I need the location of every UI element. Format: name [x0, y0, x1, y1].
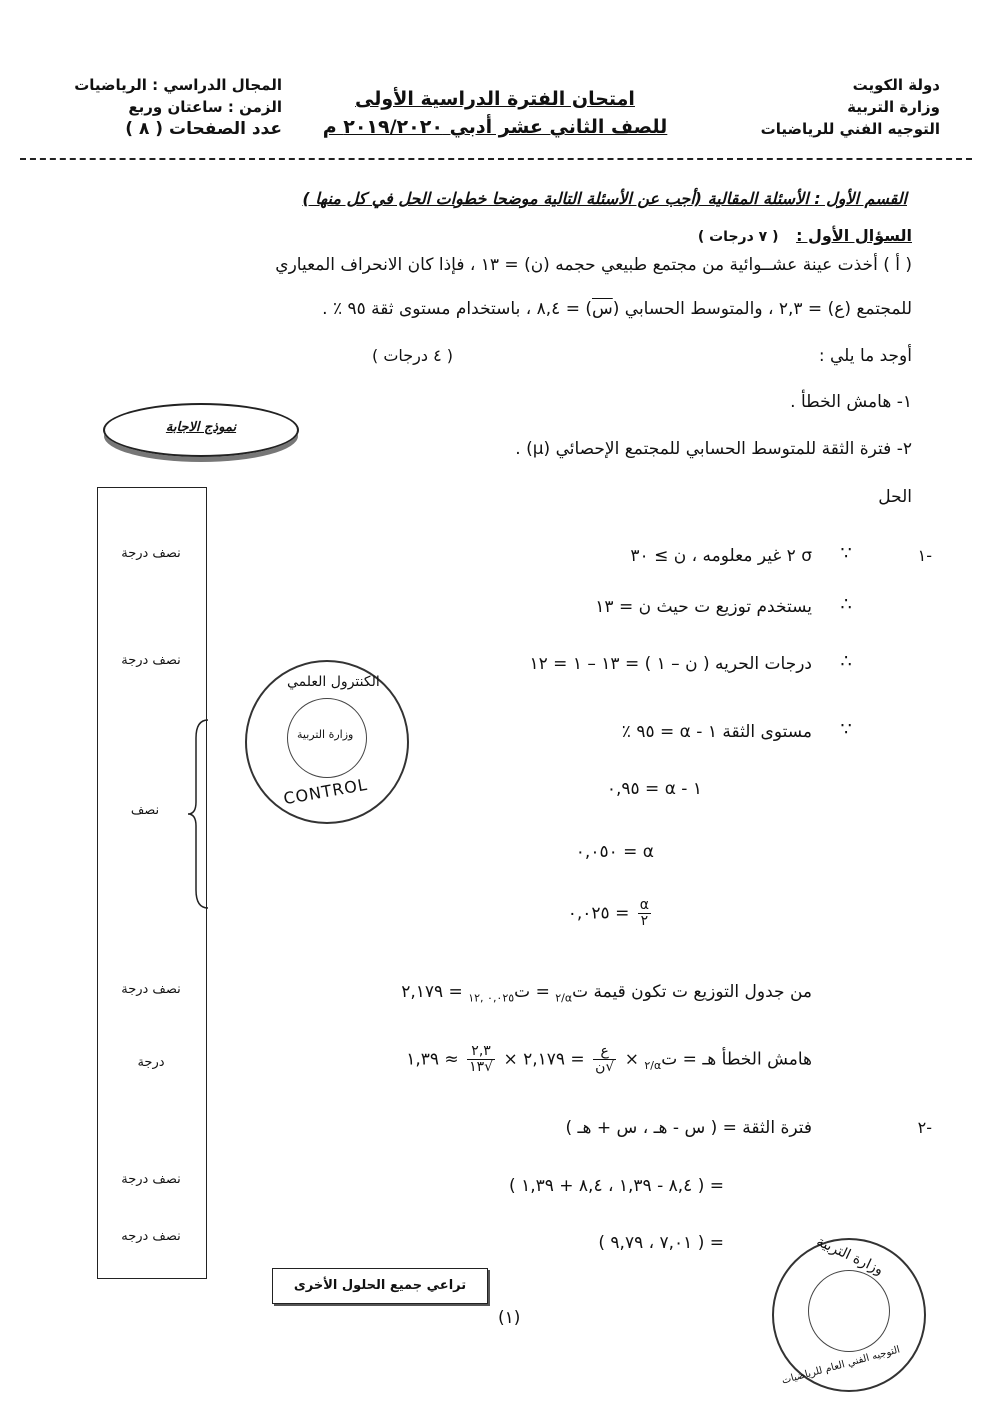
frac2-num: ٢,٣ [467, 1044, 495, 1060]
step-number-2: -٢ [917, 1118, 932, 1137]
grade-6: نصف درجة [121, 1172, 181, 1187]
margin-result: ≈ ١,٣٩ [406, 1049, 459, 1070]
find-label: أوجد ما يلي : [818, 346, 912, 366]
ministry-stamp-bottom: التوجيه الفني العام للرياضيات [780, 1344, 902, 1387]
alpha-half-den: ٢ [640, 913, 649, 929]
because-symbol-2: ∵ [840, 719, 852, 740]
find-line [819, 344, 912, 368]
find-marks: ( ٤ درجات ) [372, 346, 454, 365]
grade-5: درجة [137, 1055, 165, 1070]
times-symbol: × [624, 1049, 639, 1070]
header-ministry: وزارة التربية [847, 98, 940, 116]
solution-line-10: فترة الثقة = ( س - هـ ، س + هـ ) [565, 1118, 812, 1138]
solution-line-5: ١ - α = ٠,٩٥ [606, 779, 702, 799]
question-number: السؤال الأول : [796, 226, 912, 245]
value-fraction [467, 1044, 495, 1075]
item-1: ١- هامش الخطأ . [790, 392, 912, 412]
solution-line-12: = ( ٧,٠١ ، ٩,٧٩ ) [598, 1233, 724, 1253]
page-number: (١) [498, 1308, 521, 1328]
alpha-half-fraction [638, 898, 651, 929]
solution-line-11: = ( ٨,٤ - ١,٣٩ ، ٨,٤ + ١,٣٩ ) [509, 1176, 724, 1196]
alpha-half-value: = ٠,٠٢٥ [567, 903, 630, 924]
question-part-a-line1: ( أ ) أخذت عينة عشــوائية من مجتمع طبيعي حجمه (ن) = ١٣ ، فإذا كان الانحراف المعياري [275, 255, 912, 275]
header-divider [20, 158, 972, 160]
frac1-num: ع [593, 1044, 616, 1060]
t-value: = ٢,١٧٩ [401, 982, 463, 1002]
ministry-stamp [772, 1233, 926, 1392]
solution-line-1: σ ٢ غير معلومه ، ن ≥ ٣٠ [630, 546, 812, 566]
answer-model-badge: نموذج الاجابة [103, 403, 299, 457]
alpha-half-num: α [639, 897, 649, 913]
header-department: التوجيه الفني للرياضيات [760, 120, 940, 138]
t-subscript: ٠,٠٢٥ ,١٢ [468, 991, 515, 1005]
exam-title: امتحان الفترة الدراسية الأولى [355, 88, 635, 110]
t-sub-alpha: α/٢ [555, 991, 573, 1005]
item-2: ٢- فترة الثقة للمتوسط الحسابي للمجتمع الإحصائي (µ) . [515, 439, 912, 459]
solution-line-4: مستوى الثقة ١ - α = ٩٥ ٪ [621, 722, 812, 742]
question-label [698, 224, 912, 249]
part-a-line2-bar: س [591, 299, 613, 319]
ministry-stamp-top: وزارة التربية [813, 1233, 886, 1279]
header-center [300, 88, 690, 138]
solution-line-9 [406, 1044, 812, 1078]
control-stamp-top: الكنترول العلمي [287, 674, 380, 690]
section-title: القسم الأول : الأسئلة المقالية (أجب عن الأسئلة التالية موضحا خطوات الحل في كل منها ) [302, 189, 907, 208]
grade-4: نصف درجة [121, 982, 181, 997]
frac1-den: √ن [595, 1059, 615, 1075]
control-stamp [245, 660, 409, 824]
control-stamp-mid: وزارة التربية [297, 728, 354, 741]
solution-line-3: درجات الحريه ( ن – ١ ) = ١٣ – ١ = ١٢ [529, 654, 812, 674]
part-a-line2-post: ) = ٨,٤ ، باستخدام مستوى ثقة ٩٥ ٪ . [322, 299, 592, 319]
t-sub-alpha-2: α/٢ [644, 1058, 662, 1072]
solution-line-8 [401, 980, 812, 1010]
header-right [761, 74, 940, 140]
frac2-den: √١٣ [469, 1059, 494, 1075]
margin-calc: = ٢,١٧٩ × [503, 1049, 585, 1070]
solution-line-2: يستخدم توزيع ت حيث ن = ١٣ [595, 597, 812, 617]
therefore-symbol-2: ∴ [840, 651, 852, 672]
header-left [62, 74, 282, 140]
control-stamp-bottom: CONTROL [281, 774, 370, 809]
part-a-line2-pre: للمجتمع (ع) = ٢,٣ ، والمتوسط الحسابي ( [612, 299, 912, 319]
question-part-a-line2 [322, 297, 912, 321]
question-marks: ( ٧ درجات ) [697, 229, 779, 245]
solution-line-7 [568, 898, 654, 929]
t-table-text: من جدول التوزيع ت تكون قيمة ت [572, 982, 812, 1002]
grade-2: نصف درجة [121, 653, 181, 668]
grade-7: نصف درجه [121, 1229, 181, 1244]
grade-brace [186, 718, 212, 910]
sigma-over-root-n [593, 1044, 616, 1075]
grade-1: نصف درجة [121, 546, 181, 561]
therefore-symbol-1: ∴ [840, 594, 852, 615]
solution-label: الحل [878, 487, 912, 507]
header-country: دولة الكويت [852, 76, 940, 94]
solution-line-6: α = ٠,٠٥٠ [575, 842, 654, 862]
t-equals: = ت [514, 982, 550, 1002]
header-subject: المجال الدراسي : الرياضيات [74, 76, 282, 94]
exam-subtitle: للصف الثاني عشر أدبي ٢٠١٩/٢٠٢٠ م [322, 116, 668, 138]
because-symbol-1: ∵ [840, 543, 852, 564]
header-time: الزمن : ساعتان وربع [128, 98, 282, 116]
alternative-solutions-note: تراعي جميع الحلول الأخرى [272, 1268, 488, 1304]
ministry-stamp-inner-ring [808, 1270, 890, 1352]
step-number-1: -١ [917, 546, 932, 565]
grade-3: نصف [130, 803, 160, 818]
header-pages: عدد الصفحات ( ٨ ) [125, 119, 282, 139]
margin-error-text: هامش الخطأ هـ = ت [661, 1049, 812, 1070]
